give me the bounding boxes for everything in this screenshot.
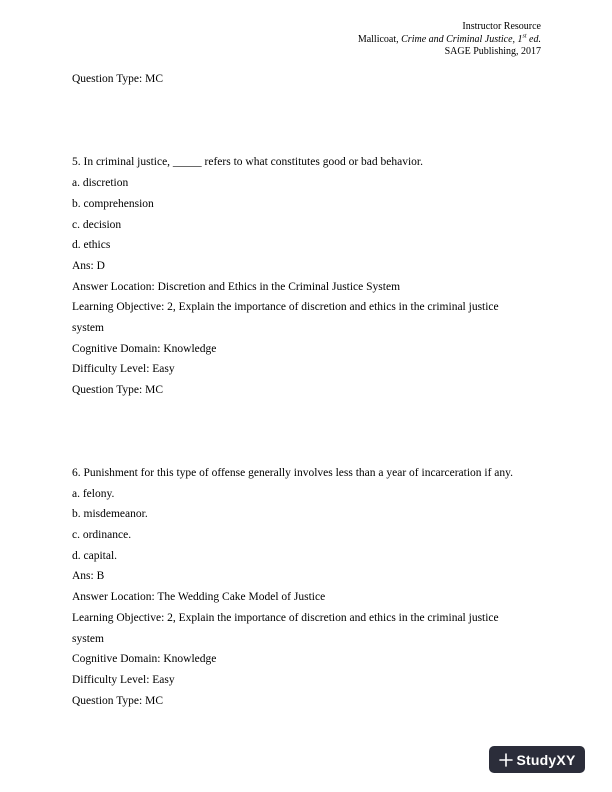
q5-learning-objective-cont: system [72,322,104,334]
question-type-prev: Question Type: MC [72,73,163,85]
q6-answer: Ans: B [72,570,105,582]
q5-difficulty: Difficulty Level: Easy [72,363,175,375]
q6-option-c: c. ordinance. [72,529,132,541]
q5-answer: Ans: D [72,260,105,272]
plus-icon [499,753,513,767]
q5-stem: 5. In criminal justice, _____ refers to what constitutes good or bad behavior. [72,156,423,168]
q6-learning-objective-cont: system [72,633,104,645]
q6-option-a: a. felony. [72,488,115,500]
header-resource: Instructor Resource [462,21,541,32]
page-header [358,21,541,59]
studyxy-badge[interactable] [489,746,585,773]
q5-option-a: a. discretion [72,177,129,189]
q6-option-d: d. capital. [72,550,118,562]
header-publisher: SAGE Publishing, 2017 [444,46,541,57]
q5-option-d: d. ethics [72,239,111,251]
q5-option-c: c. decision [72,219,122,231]
q6-question-type: Question Type: MC [72,695,163,707]
q6-answer-location: Answer Location: The Wedding Cake Model of Justice [72,591,326,603]
book-title: Crime and Criminal Justice, 1st ed. [401,33,541,45]
q6-difficulty: Difficulty Level: Easy [72,674,175,686]
q6-option-b: b. misdemeanor. [72,508,148,520]
q5-learning-objective: Learning Objective: 2, Explain the importance of discretion and ethics in the criminal justice [72,301,499,313]
q6-learning-objective: Learning Objective: 2, Explain the importance of discretion and ethics in the criminal justice [72,612,499,624]
q6-stem: 6. Punishment for this type of offense generally involves less than a year of incarceration if any. [72,467,514,479]
q5-cognitive-domain: Cognitive Domain: Knowledge [72,343,217,355]
q5-question-type: Question Type: MC [72,384,163,396]
header-citation: Mallicoat, Crime and Criminal Justice, 1st ed. [357,33,541,45]
studyxy-label: StudyXY [516,751,576,768]
q5-answer-location: Answer Location: Discretion and Ethics in the Criminal Justice System [72,281,401,293]
q5-option-b: b. comprehension [72,198,154,210]
q6-cognitive-domain: Cognitive Domain: Knowledge [72,653,217,665]
